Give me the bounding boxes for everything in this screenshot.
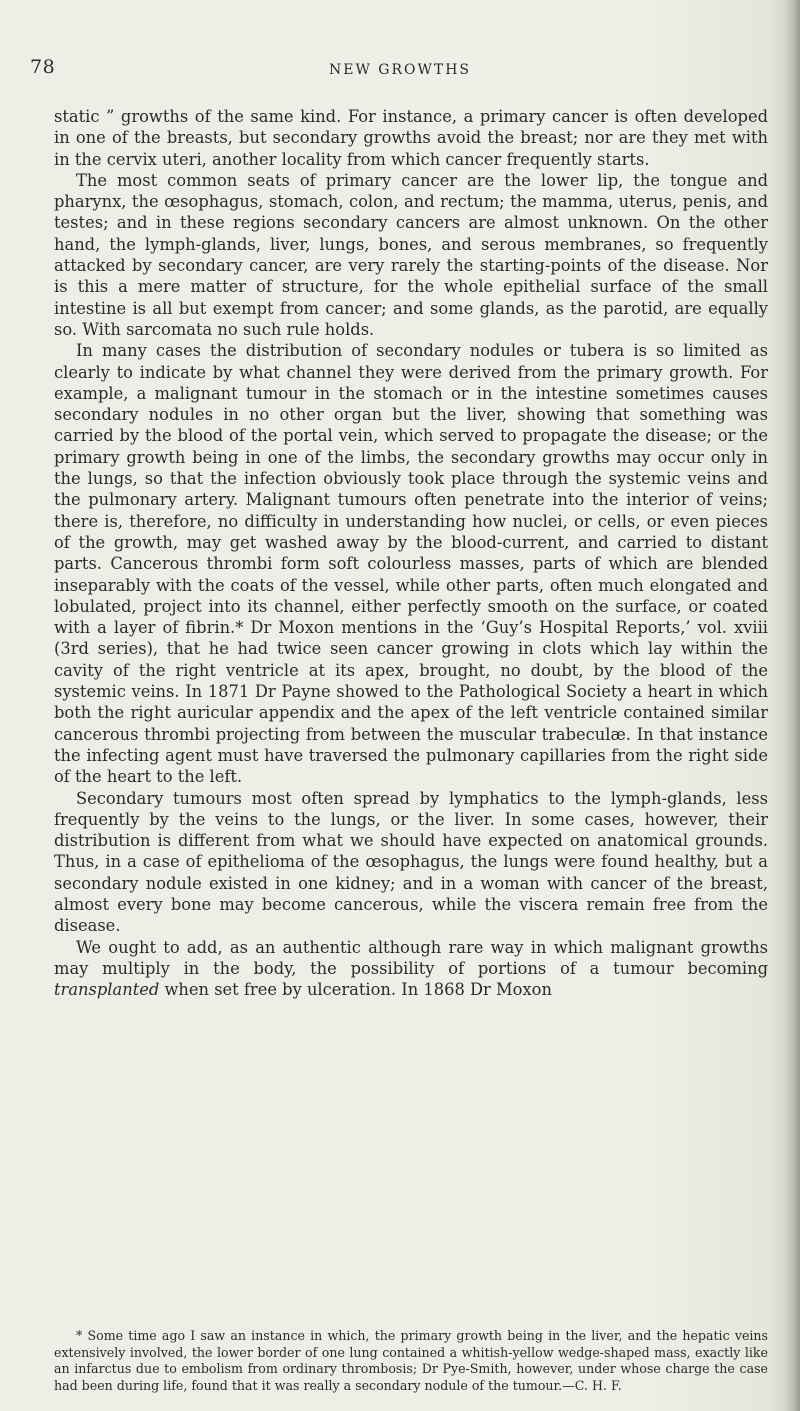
footnote — [54, 1328, 768, 1394]
paragraph-2: The most common seats of primary cancer are the lower lip, the tongue and pharynx, the œsophagus, stomach, colon, and rectum; the mamma, uterus, penis, and testes; and in these regions secondary cancers are almost unknown. On the other hand, the lymph-glands, liver, lungs, bones, and serous membranes, so frequently attacked by secondary cancer, are very rarely the starting-points of the disease. Nor is this a mere matter of structure, for the whole epithelial surface of the small intestine is all but exempt from cancer; and some glands, as the parotid, are equally so. With sarcomata no such rule holds. — [54, 170, 768, 339]
paragraph-5-text-after: when set free by ulceration. In 1868 Dr Moxon — [159, 980, 552, 1000]
transplanted-emphasis: transplanted — [54, 980, 160, 1000]
paragraph-4: Secondary tumours most often spread by lymphatics to the lymph-glands, less frequently by the veins to the lungs, or the liver. In some cases, however, their distribution is different from what we should have expected on anatomical grounds. Thus, in a case of epithelioma of the œsophagus, the lungs were found healthy, but a secondary nodule existed in one kidney; and in a woman with cancer of the breast, almost every bone may become cancerous, while the viscera remain free from the disease. — [54, 788, 768, 936]
footnote-text: * Some time ago I saw an instance in which, the primary growth being in the liver, and the hepatic veins extensively involved, the lower border of one lung contained a whitish-yellow wedge-shaped mass, exactly like an infarctus due to embolism from ordinary thrombosis; Dr Pye-Smith, however, under whose charge the case had been during life, found that it was really a secondary nodule of the tumour.—C. H. F. — [54, 1328, 768, 1393]
body-text — [54, 106, 768, 1000]
paragraph-5 — [54, 937, 768, 1001]
paragraph-3: In many cases the distribution of secondary nodules or tubera is so limited as clearly to indicate by what channel they were derived from the primary growth. For example, a malignant tumour in the stomach or in the intestine sometimes causes secondary nodules in no other organ but the liver, showing that something was carried by the blood of the portal vein, which served to propagate the disease; or the primary growth being in one of the limbs, the secondary growths may occur only in the lungs, so that the infection obviously took place through the systemic veins and the pulmonary artery. Malignant tumours often penetrate into the interior of veins; there is, therefore, no difficulty in understanding how nuclei, or cells, or even pieces of the growth, may get washed away by the blood-current, and carried to distant parts. Cancerous thrombi form soft colourless masses, parts of which are blended inseparably with the coats of the vessel, while other parts, often much elongated and lobulated, project into its channel, either perfectly smooth on the surface, or coated with a layer of fibrin.* Dr Moxon mentions in the ‘Guy’s Hospital Reports,’ vol. xviii (3rd series), that he had twice seen cancer growing in clots which lay within the cavity of the right ventricle at its apex, brought, no doubt, by the blood of the systemic veins. In 1871 Dr Payne showed to the Pathological Society a heart in which both the right auricular appendix and the apex of the left ventricle contained similar cancerous thrombi projecting from between the muscular trabeculæ. In that instance the infecting agent must have traversed the pulmonary capillaries from the right side of the heart to the left. — [54, 341, 768, 787]
paragraph-1: static ” growths of the same kind. For instance, a primary cancer is often developed in one of the breasts, but secondary growths avoid the breast; nor are they met with in the cervix uteri, another locality from which cancer frequently starts. — [54, 107, 768, 169]
running-head: NEW GROWTHS — [328, 62, 472, 78]
page-header — [30, 56, 770, 88]
paragraph-5-text-before: We ought to add, as an authentic although rare way in which malignant growths may multiply in the body, the possibility of portions of a tumour becoming — [54, 937, 768, 978]
page-number: 78 — [30, 56, 56, 78]
page-edge-shadow — [786, 0, 800, 1411]
